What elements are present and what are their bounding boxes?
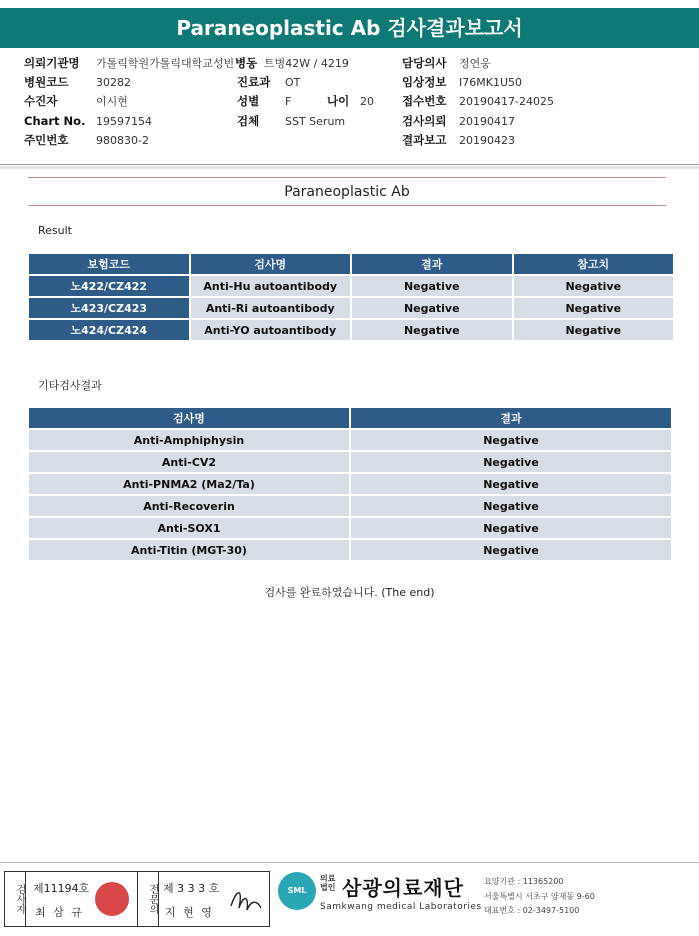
specialist-label: 전문의 bbox=[137, 872, 159, 926]
test-name: Anti-Ri autoantibody bbox=[191, 298, 351, 318]
institution-code: 요양기관 : 11365200 bbox=[484, 877, 564, 886]
info-value: F bbox=[285, 95, 292, 108]
info-label: 의뢰기관명 bbox=[24, 56, 80, 70]
phone: 대표번호 : 02-3497-5100 bbox=[484, 906, 580, 915]
footer-divider bbox=[0, 862, 699, 863]
reference-value: Negative bbox=[514, 298, 674, 318]
info-value: OT bbox=[285, 76, 301, 89]
info-label: 병동 bbox=[235, 56, 258, 70]
table-row bbox=[29, 540, 671, 560]
test-name: Anti-YO autoantibody bbox=[191, 320, 351, 340]
signature-icon bbox=[227, 882, 265, 916]
org-english-name: Samkwang medical Laboratories bbox=[320, 902, 482, 912]
table-header-row bbox=[29, 254, 673, 274]
table-row bbox=[29, 320, 673, 340]
org-name: 삼광의료재단 bbox=[342, 876, 464, 900]
top-strip bbox=[0, 0, 699, 6]
end-note: 검사를 완료하였습니다. (The end) bbox=[264, 586, 435, 599]
info-value: 30282 bbox=[96, 76, 131, 89]
info-label: 결과보고 bbox=[402, 133, 447, 147]
info-label: 임상정보 bbox=[402, 75, 447, 89]
info-label: 성별 bbox=[237, 94, 260, 108]
table-row bbox=[29, 496, 671, 516]
patient-info bbox=[0, 52, 699, 164]
info-value: 가톨릭학원가톨릭대학교성빈 bbox=[96, 57, 235, 70]
inspector-name: 최 삼 규 bbox=[35, 906, 84, 919]
result-table bbox=[27, 252, 675, 342]
table-header-row bbox=[29, 408, 671, 428]
test-result: Negative bbox=[351, 430, 671, 450]
insurance-code: 노422/CZ422 bbox=[29, 276, 189, 296]
specialist-license: 제 3 3 3 호 bbox=[163, 882, 220, 895]
org-type: 의료법인 bbox=[320, 874, 336, 892]
test-result: Negative bbox=[352, 276, 512, 296]
test-result: Negative bbox=[351, 518, 671, 538]
test-name: Anti-SOX1 bbox=[29, 518, 349, 538]
info-value: SST Serum bbox=[285, 115, 346, 128]
info-value: 19597154 bbox=[96, 115, 152, 128]
info-value: 20190423 bbox=[459, 134, 515, 147]
info-value: 이시현 bbox=[96, 95, 128, 108]
insurance-code: 노423/CZ423 bbox=[29, 298, 189, 318]
result-label: Result bbox=[38, 224, 72, 237]
address: 서울특별시 서초구 양재동 9-60 bbox=[484, 892, 595, 901]
column-header: 검사명 bbox=[191, 254, 351, 274]
insurance-code: 노424/CZ424 bbox=[29, 320, 189, 340]
divider-shadow bbox=[0, 166, 699, 169]
column-header: 보험코드 bbox=[29, 254, 189, 274]
info-label: 병원코드 bbox=[24, 75, 69, 89]
inspector-license: 제11194호 bbox=[33, 882, 90, 895]
info-value: 20190417 bbox=[459, 115, 515, 128]
reference-value: Negative bbox=[514, 276, 674, 296]
column-header: 결과 bbox=[352, 254, 512, 274]
info-label: 수진자 bbox=[24, 94, 58, 108]
info-value: 20190417-24025 bbox=[459, 95, 554, 108]
info-value: I76MK1U50 bbox=[459, 76, 522, 89]
test-result: Negative bbox=[352, 298, 512, 318]
info-value: 정연웅 bbox=[459, 57, 491, 70]
section-title: Paraneoplastic Ab bbox=[284, 184, 410, 200]
test-name: Anti-Amphiphysin bbox=[29, 430, 349, 450]
info-label: 검사의뢰 bbox=[402, 114, 447, 128]
signature-box bbox=[4, 871, 270, 927]
report-title: Paraneoplastic Ab 검사결과보고서 bbox=[0, 8, 699, 48]
info-label: 접수번호 bbox=[402, 94, 447, 108]
info-label: 진료과 bbox=[237, 75, 271, 89]
other-results-label: 기타검사결과 bbox=[38, 379, 102, 392]
inspector-label: 검사자 bbox=[5, 872, 26, 926]
table-row bbox=[29, 518, 671, 538]
info-label: 나이 bbox=[327, 94, 350, 108]
test-name: Anti-CV2 bbox=[29, 452, 349, 472]
seal-icon bbox=[95, 882, 129, 916]
test-name: Anti-PNMA2 (Ma2/Ta) bbox=[29, 474, 349, 494]
other-results-table bbox=[27, 406, 673, 562]
test-result: Negative bbox=[352, 320, 512, 340]
info-label: 담당의사 bbox=[402, 56, 447, 70]
column-header: 결과 bbox=[351, 408, 671, 428]
table-row bbox=[29, 276, 673, 296]
info-value: 980830-2 bbox=[96, 134, 149, 147]
info-value: 20 bbox=[360, 95, 374, 108]
test-name: Anti-Titin (MGT-30) bbox=[29, 540, 349, 560]
test-name: Anti-Hu autoantibody bbox=[191, 276, 351, 296]
test-name: Anti-Recoverin bbox=[29, 496, 349, 516]
table-row bbox=[29, 452, 671, 472]
test-result: Negative bbox=[351, 474, 671, 494]
report-title-rule bbox=[28, 205, 666, 206]
test-result: Negative bbox=[351, 496, 671, 516]
table-row bbox=[29, 430, 671, 450]
table-row bbox=[29, 474, 671, 494]
column-header: 검사명 bbox=[29, 408, 349, 428]
info-label: 주민번호 bbox=[24, 133, 69, 147]
column-header: 참고치 bbox=[514, 254, 674, 274]
info-label: Chart No. bbox=[24, 114, 86, 128]
test-result: Negative bbox=[351, 452, 671, 472]
reference-value: Negative bbox=[514, 320, 674, 340]
divider bbox=[0, 164, 699, 165]
specialist-name: 지 현 영 bbox=[165, 906, 214, 919]
info-label: 검체 bbox=[237, 114, 260, 128]
test-result: Negative bbox=[351, 540, 671, 560]
table-row bbox=[29, 298, 673, 318]
sml-logo-icon: SML bbox=[278, 872, 316, 910]
info-value: 트병42W / 4219 bbox=[264, 57, 349, 70]
